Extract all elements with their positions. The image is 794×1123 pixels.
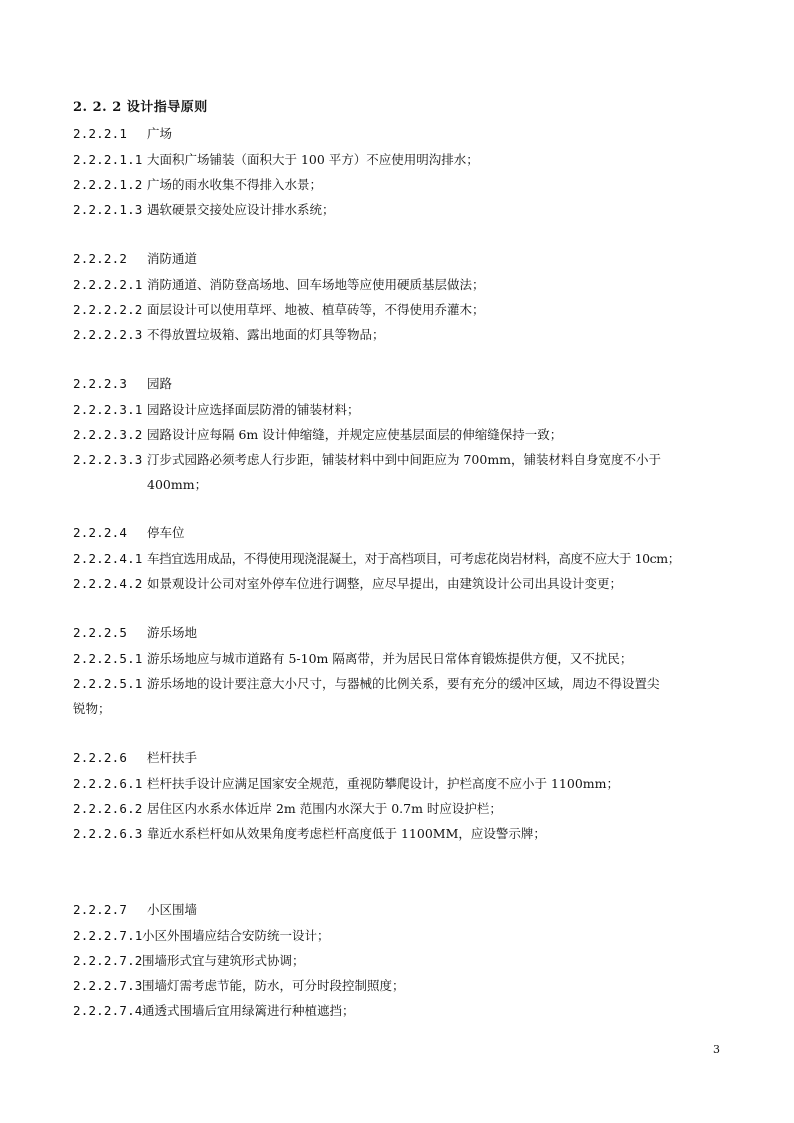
item-number: 2.2.2.6.1 (73, 776, 143, 791)
item-number: 2.2.2.3.1 (73, 402, 143, 417)
subsection-title: 游乐场地 (147, 625, 198, 640)
item-text-continuation: 锐物； (73, 701, 111, 716)
item-text: 居住区内水系水体近岸 2m 范围内水深大于 0.7m 时应设护栏； (147, 801, 502, 816)
item-number: 2.2.2.2.1 (73, 277, 143, 292)
subsection-number: 2.2.2.4 (73, 525, 128, 540)
item-text: 通透式围墙后宜用绿篱进行种植遮挡； (142, 1003, 355, 1018)
subsection-title: 消防通道 (147, 251, 198, 266)
item-number: 2.2.2.1.1 (73, 152, 143, 167)
subsection-number: 2.2.2.1 (73, 126, 128, 141)
item-text: 游乐场地的设计要注意大小尺寸，与器械的比例关系，要有充分的缓冲区域，周边不得设置尖 (147, 676, 660, 691)
subsection-number: 2.2.2.5 (73, 625, 128, 640)
page-number: 3 (713, 1043, 720, 1056)
item-text: 围墙形式宜与建筑形式协调； (142, 953, 305, 968)
item-text: 游乐场地应与城市道路有 5-10m 隔离带，并为居民日常体育锻炼提供方便，又不扰民； (147, 651, 633, 666)
subsection-title: 广场 (147, 126, 173, 141)
item-text: 围墙灯需考虑节能，防水，可分时段控制照度； (142, 978, 405, 993)
item-number: 2.2.2.7.2 (73, 953, 143, 968)
subsection-title: 小区围墙 (147, 902, 198, 917)
item-text: 遇软硬景交接处应设计排水系统； (147, 202, 335, 217)
item-text: 汀步式园路必须考虑人行步距，铺装材料中到中间距应为 700mm，铺装材料自身宽度不小于 (147, 452, 662, 467)
subsection-title: 园路 (147, 376, 173, 391)
subsection-title: 栏杆扶手 (147, 750, 198, 765)
item-text: 消防通道、消防登高场地、回车场地等应使用硬质基层做法； (147, 277, 485, 292)
section-heading: 2. 2. 2 设计指导原则 (73, 100, 208, 115)
item-text: 园路设计应选择面层防滑的铺装材料； (147, 402, 360, 417)
subsection-number: 2.2.2.6 (73, 750, 128, 765)
item-text: 靠近水系栏杆如从效果角度考虑栏杆高度低于 1100MM，应设警示牌； (147, 826, 546, 841)
item-number: 2.2.2.1.3 (73, 202, 143, 217)
item-number: 2.2.2.7.3 (73, 978, 143, 993)
item-text: 如景观设计公司对室外停车位进行调整，应尽早提出，由建筑设计公司出具设计变更； (147, 576, 623, 591)
item-number: 2.2.2.7.1 (73, 928, 143, 943)
item-text: 面层设计可以使用草坪、地被、植草砖等，不得使用乔灌木； (147, 302, 485, 317)
item-text: 车挡宜选用成品，不得使用现浇混凝土，对于高档项目，可考虑花岗岩材料，高度不应大于 10cm； (147, 551, 680, 566)
item-text: 广场的雨水收集不得排入水景； (147, 177, 323, 192)
item-number: 2.2.2.6.3 (73, 826, 143, 841)
item-number: 2.2.2.3.3 (73, 452, 143, 467)
item-number: 2.2.2.5.1 (73, 651, 143, 666)
item-number: 2.2.2.5.1 (73, 676, 143, 691)
subsection-number: 2.2.2.7 (73, 902, 128, 917)
item-number: 2.2.2.4.1 (73, 551, 143, 566)
item-number: 2.2.2.2.2 (73, 302, 143, 317)
item-number: 2.2.2.3.2 (73, 427, 143, 442)
item-number: 2.2.2.6.2 (73, 801, 143, 816)
subsection-title: 停车位 (147, 525, 185, 540)
subsection-number: 2.2.2.3 (73, 376, 128, 391)
subsection-number: 2.2.2.2 (73, 251, 128, 266)
item-text: 小区外围墙应结合安防统一设计； (142, 928, 330, 943)
item-number: 2.2.2.2.3 (73, 327, 143, 342)
item-text: 大面积广场铺装（面积大于 100 平方）不应使用明沟排水； (147, 152, 479, 167)
item-text: 栏杆扶手设计应满足国家安全规范，重视防攀爬设计，护栏高度不应小于 1100mm； (147, 776, 619, 791)
item-text: 不得放置垃圾箱、露出地面的灯具等物品； (147, 327, 385, 342)
item-text-continuation: 400mm； (147, 477, 208, 492)
item-number: 2.2.2.4.2 (73, 576, 143, 591)
item-number: 2.2.2.1.2 (73, 177, 143, 192)
item-number: 2.2.2.7.4 (73, 1003, 143, 1018)
item-text: 园路设计应每隔 6m 设计伸缩缝，并规定应使基层面层的伸缩缝保持一致； (147, 427, 563, 442)
